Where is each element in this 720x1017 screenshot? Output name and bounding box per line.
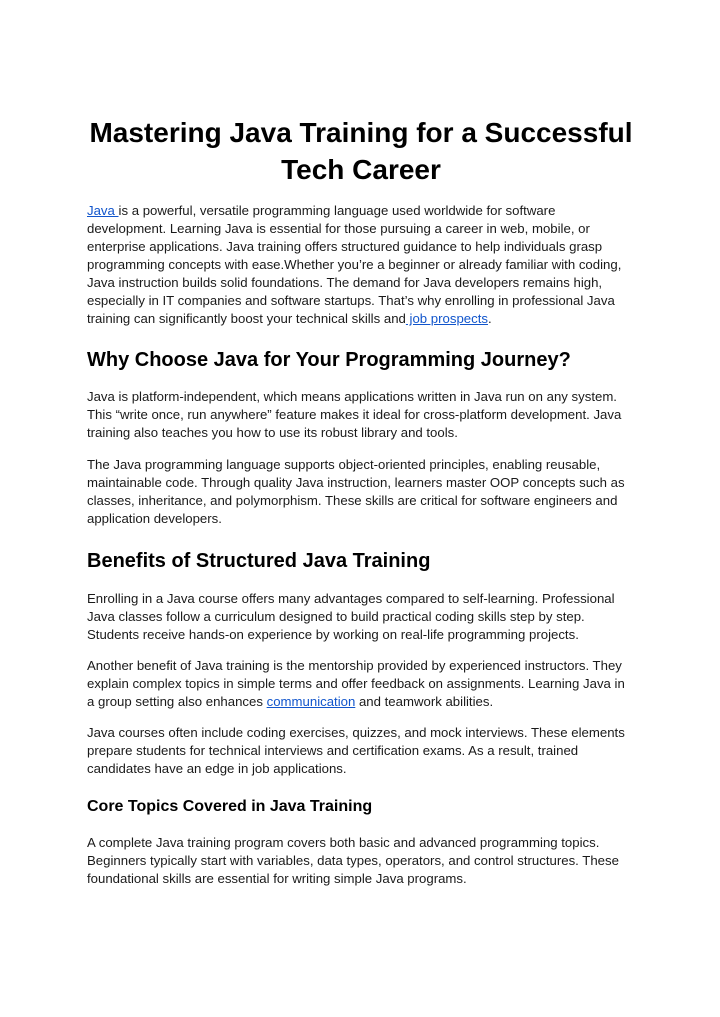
intro-paragraph [87,202,635,328]
why-java-heading: Why Choose Java for Your Programming Journey? [87,349,571,371]
why-java-paragraph-2: The Java programming language supports object-oriented principles, enabling reusable, maintainable code. Through quality Java instruction, learners master OOP concepts such as classes, inheritance, and polymorphism. These skills are critical for software engineers and application developers. [87,457,625,526]
intro-text: is a powerful, versatile programming language used worldwide for software development. Learning Java is essential for those pursuing a career in web, mobile, or enterprise applications. Java training offers structured guidance to help individuals grasp programming concepts with ease.Whether you’re a beginner or already familiar with coding, Java instruction builds solid foundations. The demand for Java developers remains high, especially in IT companies and software startups. That’s why enrolling in professional Java training can significantly boost your technical skills and [87,203,622,326]
benefits-paragraph-2 [87,657,635,711]
topics-paragraph-1-block [87,834,635,888]
why-java-paragraph-1-block [87,388,635,442]
why-java-paragraph-1: Java is platform-independent, which means applications written in Java run on any system. This “write once, run anywhere” feature makes it ideal for cross-platform development. Java training also teaches you how to use its robust library and tools. [87,389,622,440]
job-prospects-link[interactable]: job prospects [405,311,488,326]
benefits-paragraph-3: Java courses often include coding exercises, quizzes, and mock interviews. These elements prepare students for technical interviews and certification exams. As a result, trained candidates have an edge in job applications. [87,725,625,776]
intro-period: . [487,311,492,326]
topics-section [87,796,635,818]
topics-heading: Core Topics Covered in Java Training [87,798,373,815]
benefits-paragraph-2-block [87,657,635,711]
page-title: Mastering Java Training for a Successful Tech Career [89,117,633,185]
topics-paragraph-1: A complete Java training program covers both basic and advanced programming topics. Beginners typically start with variables, data types, operators, and control structures. These foundational skills are essential for writing simple Java programs. [87,835,619,886]
java-link[interactable]: Java [87,203,119,218]
communication-link[interactable]: communication [266,694,356,709]
intro-section [87,202,635,328]
why-java-paragraph-2-block [87,456,635,528]
benefits-paragraph-1: Enrolling in a Java course offers many advantages compared to self-learning. Professional Java classes follow a curriculum designed to build practical coding skills step by step. Students receive hands-on experience by working on real-life programming projects. [87,591,615,642]
benefits-paragraph-3-block [87,724,635,778]
why-java-section [87,347,635,373]
benefits-section [87,548,635,574]
benefits-heading: Benefits of Structured Java Training [87,550,431,572]
benefits-paragraph-1-block [87,590,635,644]
benefits-paragraph-2-text-a: Another benefit of Java training is the mentorship provided by experienced instructors. They explain complex topics in simple terms and offer feedback on assignments. Learning Java in a group setting also enhances [87,658,625,709]
benefits-paragraph-2-text-b: and teamwork abilities. [355,694,494,709]
